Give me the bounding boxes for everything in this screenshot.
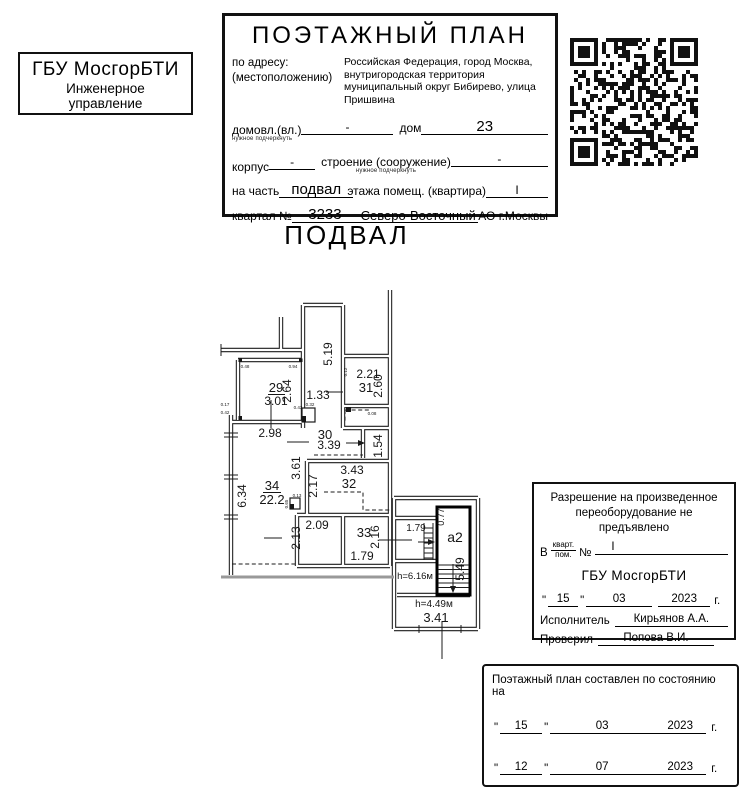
dim-1-33: 1.33 — [306, 388, 330, 402]
executor-row — [540, 613, 728, 627]
dim-1-79-stair: 1.79 — [406, 523, 426, 534]
dim-3-39: 3.39 — [317, 438, 341, 452]
floor-label: этажа помещ. (квартира) — [347, 184, 486, 198]
korpus-value: - — [269, 156, 315, 170]
permit-org-name: ГБУ МосгорБТИ — [581, 568, 687, 583]
date2-day: 12 — [500, 761, 542, 775]
dim-2-17: 2.17 — [306, 474, 320, 498]
executor-value: Кирьянов А.А. — [615, 613, 728, 627]
date1-month: 03 — [550, 720, 654, 734]
plan-title: ПОДВАЛ — [284, 220, 410, 250]
no-value: I — [595, 541, 728, 555]
dim-2-98: 2.98 — [258, 426, 282, 440]
corner-block — [239, 416, 243, 420]
stroenie-label: строение (сооружение) — [321, 155, 451, 169]
permit-line-2: переоборудование не предъявлено — [575, 507, 693, 534]
in-label: В — [540, 547, 548, 559]
dim-small-0-32: 0.32 — [305, 402, 315, 407]
dim-small-0-08: 0.08 — [367, 411, 377, 416]
permit-date-row: " 15 " 03 2023 г. — [542, 593, 721, 607]
dim-small-0-43: 0.43 — [293, 405, 303, 410]
duct-block — [346, 407, 351, 412]
label-room-32: 32 — [341, 476, 357, 491]
org-box — [18, 52, 193, 115]
dim-3-01: 3.01 — [264, 394, 288, 408]
corner-block — [239, 359, 243, 363]
date-stamp — [482, 664, 739, 787]
note-underline: нужное подчеркнуть — [232, 136, 293, 142]
label-room-29: 29 — [268, 380, 284, 395]
floor-plan-drawing — [212, 288, 482, 660]
dim-small-0-42: 0.42 — [220, 410, 230, 415]
house2-value: 23 — [421, 119, 548, 135]
label-room-31: 31 — [358, 380, 374, 395]
date1-day: 15 — [500, 720, 542, 734]
label-room-33: 33 — [356, 525, 372, 540]
label-stair-a2: a2 — [447, 529, 463, 545]
part-row — [232, 182, 548, 198]
permit-year: 2023 — [658, 593, 710, 607]
dim-2-64: 2.64 — [280, 379, 294, 403]
qr-code — [570, 38, 698, 166]
house2-label: дом — [399, 121, 422, 135]
dim-2-16: 2.16 — [368, 525, 382, 549]
pier-block — [290, 504, 294, 509]
dim-small-0-17: 0.17 — [220, 402, 230, 407]
korpus-row: корпус - строение (сооружение) нужное подчеркнуть - — [232, 153, 548, 174]
date-row-2: " 12 " 07 2023 г. — [494, 761, 718, 775]
address-label: по адресу: (местоположению) — [232, 57, 333, 84]
house-row — [232, 119, 548, 142]
district-value: Северо-Восточный — [358, 209, 478, 223]
height-6-16: h=6.16м — [397, 571, 433, 582]
checker-row — [540, 632, 728, 646]
org-title: ГБУ МосгорБТИ — [32, 59, 179, 80]
date-row-1: " 15 " 03 2023 г. — [494, 720, 718, 734]
district-label: АО г.Москвы — [478, 209, 548, 223]
date1-year: 2023 — [654, 720, 706, 734]
dim-0-77: 0.77 — [436, 508, 446, 526]
address-block — [232, 56, 548, 106]
house-value: - — [301, 121, 393, 135]
dim-small-0-65: 0.65 — [284, 499, 289, 509]
dim-3-61: 3.61 — [289, 456, 303, 480]
date-stamp-title: Поэтажный план составлен по состоянию на — [492, 674, 716, 698]
permit-stamp — [532, 482, 736, 646]
document-title: ПОЭТАЖНЫЙ ПЛАН — [251, 22, 529, 49]
dim-6-34: 6.34 — [235, 484, 249, 508]
permit-month: 03 — [586, 593, 652, 607]
kvartal-label: квартал № — [232, 209, 292, 223]
height-4-49: h=4.49м — [415, 599, 453, 610]
dim-2-60: 2.60 — [371, 374, 385, 398]
arrow-stair-down-head — [450, 586, 456, 593]
executor-label: Исполнитель — [540, 615, 610, 627]
dim-3-41: 3.41 — [423, 610, 449, 625]
stroenie-value: - — [451, 153, 548, 167]
dim-1-54: 1.54 — [371, 434, 385, 458]
corner-block — [299, 359, 303, 363]
dim-small-0-94: 0.94 — [288, 364, 298, 369]
part-label: на часть — [232, 184, 280, 198]
dim-5-19: 5.19 — [321, 342, 335, 366]
no-label: № — [579, 547, 592, 559]
header-box — [222, 13, 558, 223]
kvart-pom-fraction: $\frac{\text{кварт.}}{\text{пом.}}$ — [552, 540, 575, 559]
dim-small-0-48: 0.48 — [240, 364, 250, 369]
dim-1-79: 1.79 — [350, 549, 374, 563]
house-label: домовл.(вл.) — [232, 123, 302, 137]
dim-2-21: 2.21 — [356, 367, 380, 381]
dim-2-09: 2.09 — [305, 518, 329, 532]
permit-line-1: Разрешение на произведенное — [550, 492, 718, 504]
date2-year: 2023 — [654, 761, 706, 775]
org-subtitle-1: Инженерное — [66, 81, 145, 96]
label-room-30: 30 — [317, 427, 333, 442]
pier-block — [302, 416, 306, 422]
checker-value: Попова В.И. — [598, 632, 714, 646]
dim-small-0-13: 0.13 — [292, 493, 302, 498]
arrow-stair-up-head — [428, 539, 435, 545]
part-value: подвал — [279, 182, 353, 198]
org-subtitle-2: управление — [68, 96, 143, 111]
dim-3-43: 3.43 — [340, 463, 364, 477]
permit-number-row — [540, 541, 728, 559]
checker-label: Проверил — [540, 634, 593, 646]
kvartal-value: 3233 — [292, 207, 358, 223]
date2-month: 07 — [550, 761, 654, 775]
dim-2-13: 2.13 — [289, 526, 303, 550]
korpus-label: корпус — [232, 160, 270, 174]
permit-day: 15 — [548, 593, 578, 607]
label-room-34: 34 — [264, 478, 280, 493]
dim-5-49: 5.49 — [453, 557, 467, 581]
address-value: Российская Федерация, город Москва, внутригородская территория муниципальный округ Бибирево, улица Пришвина — [344, 56, 536, 106]
dim-small-0-12: 0.12 — [343, 367, 348, 377]
floor-value: I — [486, 184, 548, 198]
area-22-2: 22.2 — [259, 492, 285, 507]
